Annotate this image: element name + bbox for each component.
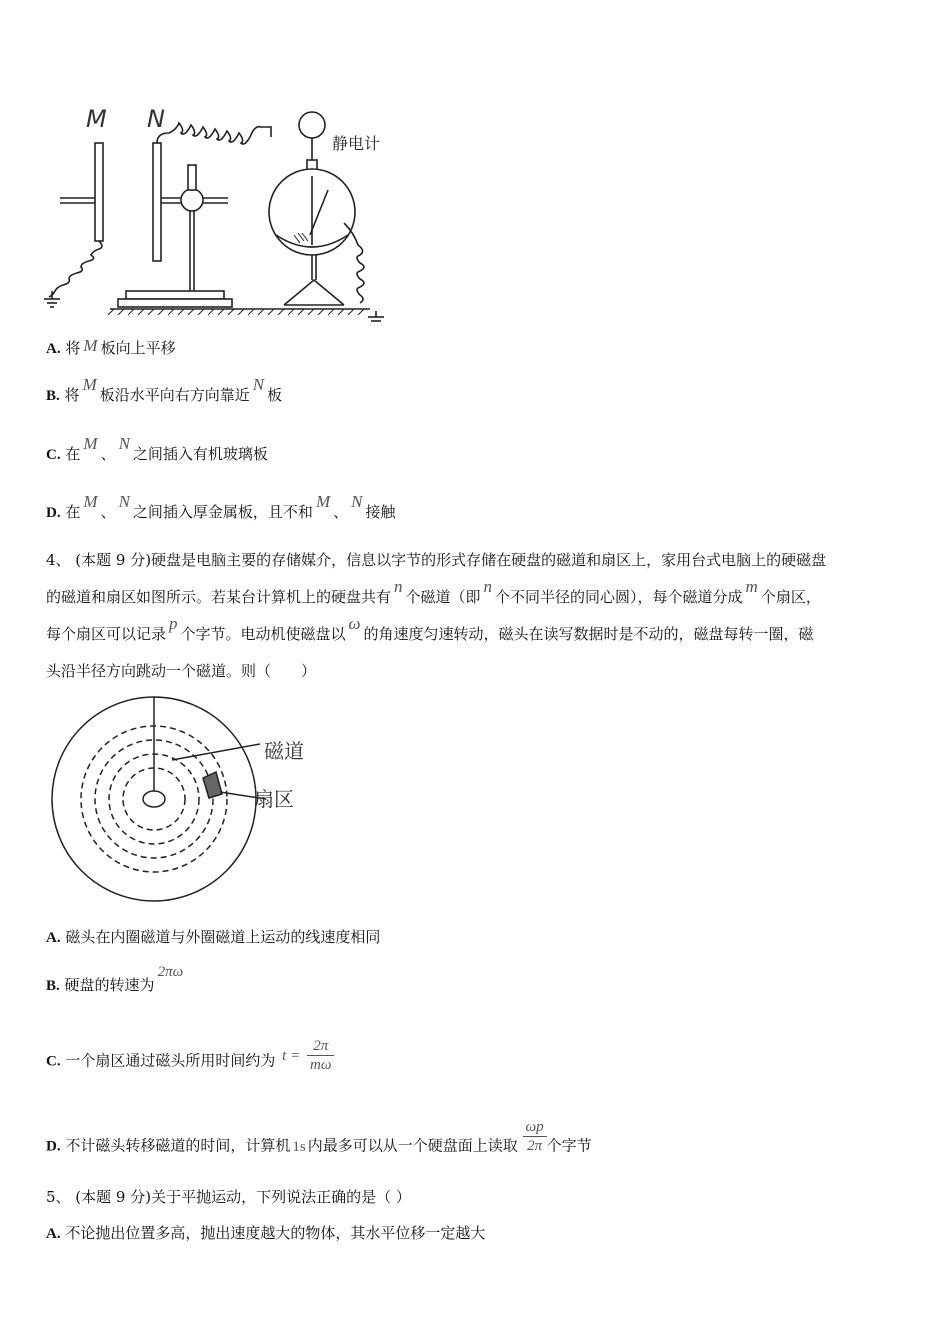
q3-option-a: A. 将 M 板向上平移 <box>46 336 176 357</box>
label-sector: 扇区 <box>254 787 294 811</box>
q4-stem-line-4: 头沿半径方向跳动一个磁道。则（ ） <box>46 662 317 680</box>
q4-stem-line-2: 的磁道和扇区如图所示。若某台计算机上的硬盘共有n个磁道（即n个不同半径的同心圆），每个磁道分成m个扇区， <box>46 577 821 606</box>
q5-stem: 5、 (本题 9 分)关于平抛运动，下列说法正确的是（ ） <box>46 1188 411 1206</box>
q3-option-c: C. 在M、N之间插入有机玻璃板 <box>46 434 268 463</box>
q4-stem-line-3: 每个扇区可以记录p个字节。电动机使磁盘以ω的角速度匀速转动，磁头在读写数据时是不动的，磁盘每转一圈，磁 <box>46 614 814 643</box>
q4-option-b: B. 硬盘的转速为2πω <box>46 964 184 994</box>
label-n: N <box>147 105 165 133</box>
label-electrometer: 静电计 <box>332 134 381 153</box>
hard-disk-figure <box>48 692 338 907</box>
label-track: 磁道 <box>264 739 304 763</box>
q4-option-d: D. 不计磁头转移磁道的时间，计算机 1s 内最多可以从一个硬盘面上读取 $\frac{\omega p}{2\pi}$ 个字节 <box>46 1119 592 1155</box>
q3-option-d: D. 在M、N之间插入厚金属板，且不和M、N接触 <box>46 492 396 521</box>
bytes-fraction: $\frac{\omega p}{2\pi}$ <box>523 1118 547 1155</box>
q5-option-a: A. 不论抛出位置多高，抛出速度越大的物体，其水平位移一定越大 <box>46 1224 486 1242</box>
q4-stem-line-1: 4、 (本题 9 分)硬盘是电脑主要的存储媒介，信息以字节的形式存储在硬盘的磁道和扇区上，家用台式电脑上的硬磁盘 <box>46 551 827 569</box>
time-fraction: $\frac{2\pi}{m\omega}$ <box>307 1037 334 1074</box>
label-m: M <box>86 105 107 133</box>
q4-option-c: C. 一个扇区通过磁头所用时间约为 t = $\frac{2\pi}{m\omega}$ <box>46 1043 334 1080</box>
q4-option-a: A. 磁头在内圈磁道与外圈磁道上运动的线速度相同 <box>46 928 381 946</box>
q3-option-b: B. 将M板沿水平向右方向靠近N板 <box>46 375 283 404</box>
capacitor-electrometer-figure <box>40 95 410 330</box>
